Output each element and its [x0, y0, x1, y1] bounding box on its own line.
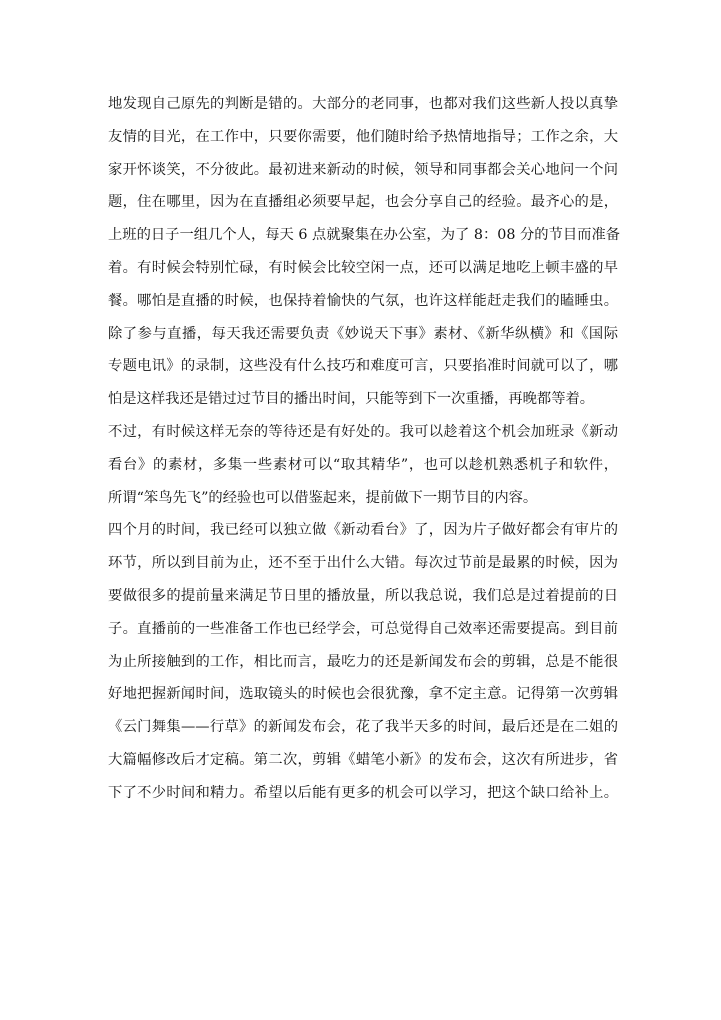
text-line: 怕是这样我还是错过过节目的播出时间，只能等到下一次重播，再晚都等着。	[108, 391, 595, 408]
text-line: 大篇幅修改后才定稿。第二次，剪辑《蜡笔小新》的发布会，这次有所进步，省	[108, 751, 618, 768]
text-line: 下了不少时间和精力。希望以后能有更多的机会可以学习，把这个缺口给补上。	[108, 784, 618, 801]
text-line: 题，住在哪里，因为在直播组必须要早起，也会分享自己的经验。最齐心的是，	[108, 194, 618, 211]
text-line: 好地把握新闻时间，选取镜头的时候也会很犹豫，拿不定主意。记得第一次剪辑	[108, 686, 618, 703]
text-line: 《云门舞集——行草》的新闻发布会，花了我半天多的时间，最后还是在二姐的	[108, 719, 618, 736]
text-line: 除了参与直播，每天我还需要负责《妙说天下事》素材、《新华纵横》和《国际	[108, 325, 618, 342]
text-line: 不过，有时候这样无奈的等待还是有好处的。我可以趁着这个机会加班录《新动	[108, 423, 618, 440]
text-line: 为止所接触到的工作，相比而言，最吃力的还是新闻发布会的剪辑，总是不能很	[108, 653, 618, 670]
text-line: 家开怀谈笑，不分彼此。最初进来新动的时候，领导和同事都会关心地问一个问	[108, 161, 618, 178]
text-line: 友情的目光，在工作中，只要你需要，他们随时给予热情地指导；工作之余，大	[108, 128, 618, 145]
text-line: 四个月的时间，我已经可以独立做《新动看台》了，因为片子做好都会有审片的	[108, 522, 618, 539]
text-line: 子。直播前的一些准备工作也已经学会，可总觉得自己效率还需要提高。到目前	[108, 620, 618, 637]
text-line: 上班的日子一组几个人，每天 6 点就聚集在办公室，为了 8：08 分的节目而准备	[108, 227, 621, 244]
text-line: 着。有时候会特别忙碌，有时候会比较空闲一点，还可以满足地吃上顿丰盛的早	[108, 259, 618, 276]
text-line: 所谓“笨鸟先飞”的经验也可以借鉴起来，提前做下一期节目的内容。	[108, 489, 538, 506]
text-line: 餐。哪怕是直播的时候，也保持着愉快的气氛，也许这样能赶走我们的瞌睡虫。	[108, 292, 618, 309]
text-line: 要做很多的提前量来满足节日里的播放量，所以我总说，我们总是过着提前的日	[108, 587, 618, 604]
text-line: 环节，所以到目前为止，还不至于出什么大错。每次过节前是最累的时候，因为	[108, 555, 618, 572]
text-line: 地发现自己原先的判断是错的。大部分的老同事，也都对我们这些新人投以真挚	[108, 96, 618, 112]
text-line: 看台》的素材，多集一些素材可以“取其精华”，也可以趁机熟悉机子和软件，	[108, 456, 618, 473]
text-line: 专题电讯》的录制，这些没有什么技巧和难度可言，只要掐准时间就可以了，哪	[108, 358, 618, 375]
body-text	[108, 88, 621, 810]
